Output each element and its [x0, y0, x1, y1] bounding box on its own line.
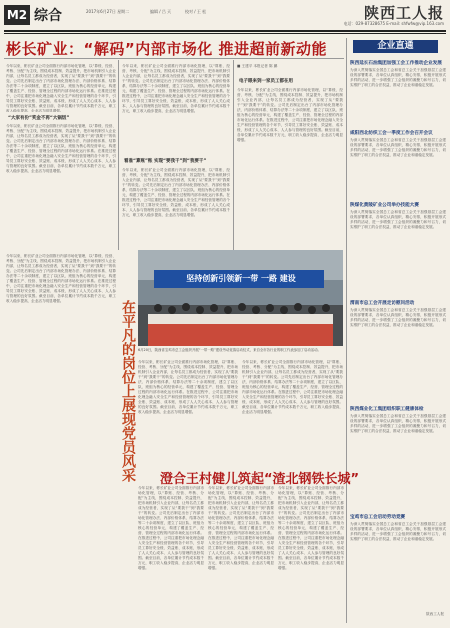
right-headline-1: 陕西延长石油集团加强工会工作推动企业发展 [350, 61, 442, 66]
right-headline-5: 陕西煤业化工集团组织职工健康体检 [350, 407, 424, 412]
right-text-6: 为深入贯彻落实全国总工会和省总工会关于加强基层工会建设的部署要求，各单位认真组织，精心安排，积极开展形式多样的活动，进一步增强了工会组织的凝聚力和号召力，切实维护了职工的合法权益，推动了企业和谐稳定发展。 [350, 522, 446, 541]
lower-col-3: 今年以来，彬长矿业公司全面推行内部市场化管理，以“算账、经营、考核、分配”为主线，围绕成本控制、效益提升，把市场机制引入企业内部，让每名员工都成为经营者，实现了从“要我干”到“我要干”的转变。公司先后制定出台了内部市场化管理办法、内部价格体系、结算办法等二十余项制度，建立了以区队、班组为核心的经营单元，构建了覆盖生产、经营、管理全过程的内部市场化运行体系。在推进过程中，公司注重把市场化理念融入安全生产和经营管理的各个环节，引导员工算好安全账、效益账、成本账，形成了人人关心成本、人人参与管理的良好氛围。截至目前，各单位累计节约成本数千万元，职工收入稳步提高，企业活力明显增强。 [242, 360, 343, 414]
right-headline-3: 陕煤化黄陵矿业公司举办技能大赛 [350, 203, 419, 208]
right-text-4: 为深入贯彻落实全国总工会和省总工会关于加强基层工会建设的部署要求，各单位认真组织，精心安排，积极开展形式多样的活动，进一步增强了工会组织的凝聚力和号召力，切实维护了职工的合法权益，推动了企业和谐稳定发展。 [350, 308, 446, 327]
right-headline-2: 咸阳西北纺织工会一季度工作会召开会议 [350, 131, 433, 136]
bottom-col-1: 今年以来，彬长矿业公司全面推行内部市场化管理，以“算账、经营、考核、分配”为主线，围绕成本控制、效益提升，把市场机制引入企业内部，让每名员工都成为经营者，实现了从“要我干”到“我要干”的转变。公司先后制定出台了内部市场化管理办法、内部价格体系、结算办法等二十余项制度，建立了以区队、班组为核心的经营单元，构建了覆盖生产、经营、管理全过程的内部市场化运行体系。在推进过程中，公司注重把市场化理念融入安全生产和经营管理的各个环节，引导员工算好安全账、效益账、成本账，形成了人人关心成本、人人参与管理的良好氛围。截至目前，各单位累计节约成本数千万元，职工收入稳步提高，企业活力明显增强。 [138, 486, 204, 570]
bottom-col-2: 今年以来，彬长矿业公司全面推行内部市场化管理，以“算账、经营、考核、分配”为主线，围绕成本控制、效益提升，把市场机制引入企业内部，让每名员工都成为经营者，实现了从“要我干”到“我要干”的转变。公司先后制定出台了内部市场化管理办法、内部价格体系、结算办法等二十余项制度，建立了以区队、班组为核心的经营单元，构建了覆盖生产、经营、管理全过程的内部市场化运行体系。在推进过程中，公司注重把市场化理念融入安全生产和经营管理的各个环节，引导员工算好安全账、效益账、成本账，形成了人人关心成本、人人参与管理的良好氛围。截至目前，各单位累计节约成本数千万元，职工收入稳步提高，企业活力明显增强。 [208, 486, 274, 570]
section-code-box: M2 [4, 5, 30, 25]
event-photo-illustration [138, 250, 343, 346]
article-subhead-1: “大家有份”奖金不再“大锅饭” [8, 116, 70, 121]
article-col-2a: 今年以来，彬长矿业公司全面推行内部市场化管理，以“算账、经营、考核、分配”为主线，围绕成本控制、效益提升，把市场机制引入企业内部，让每名员工都成为经营者，实现了从“要我干”到“我要干”的转变。公司先后制定出台了内部市场化管理办法、内部价格体系、结算办法等二十余项制度，建立了以区队、班组为核心的经营单元，构建了覆盖生产、经营、管理全过程的内部市场化运行体系。在推进过程中，公司注重把市场化理念融入安全生产和经营管理的各个环节，引导员工算好安全账、效益账、成本账，形成了人人关心成本、人人参与管理的良好氛围。截至目前，各单位累计节约成本数千万元，职工收入稳步提高，企业活力明显增强。 [122, 64, 230, 113]
right-headline-4: 渭南市总工会开展走访慰问活动 [350, 301, 415, 306]
column-divider [233, 60, 234, 250]
meta-editor: 编辑 / 吕 天 [150, 9, 172, 14]
main-headline: 彬长矿业：“解码”内部市场化 推进超前新动能 [6, 40, 327, 58]
photo-caption: 6月20日，陕西省宝鸡市总工会组织开展“一带一路”建设劳动竞赛启动仪式，来自全市各行业的职工代表参加了启动活动。 [138, 348, 321, 352]
right-headline-6: 宝鸡市总工会启动劳动竞赛 [350, 515, 406, 520]
lower-col-2: 今年以来，彬长矿业公司全面推行内部市场化管理，以“算账、经营、考核、分配”为主线，围绕成本控制、效益提升，把市场机制引入企业内部，让每名员工都成为经营者，实现了从“要我干”到“我要干”的转变。公司先后制定出台了内部市场化管理办法、内部价格体系、结算办法等二十余项制度，建立了以区队、班组为核心的经营单元，构建了覆盖生产、经营、管理全过程的内部市场化运行体系。在推进过程中，公司注重把市场化理念融入安全生产和经营管理的各个环节，引导员工算好安全账、效益账、成本账，形成了人人关心成本、人人参与管理的良好氛围。截至目前，各单位累计节约成本数千万元，职工收入稳步提高，企业活力明显增强。 [138, 360, 238, 414]
bottom-col-3: 今年以来，彬长矿业公司全面推行内部市场化管理，以“算账、经营、考核、分配”为主线，围绕成本控制、效益提升，把市场机制引入企业内部，让每名员工都成为经营者，实现了从“要我干”到“我要干”的转变。公司先后制定出台了内部市场化管理办法、内部价格体系、结算办法等二十余项制度，建立了以区队、班组为核心的经营单元，构建了覆盖生产、经营、管理全过程的内部市场化运行体系。在推进过程中，公司注重把市场化理念融入安全生产和经营管理的各个环节，引导员工算好安全账、效益账、成本账，形成了人人关心成本、人人参与管理的良好氛围。截至目前，各单位累计节约成本数千万元，职工收入稳步提高，企业活力明显增强。 [278, 486, 344, 570]
article-col-3: 今年以来，彬长矿业公司全面推行内部市场化管理，以“算账、经营、考核、分配”为主线，围绕成本控制、效益提升，把市场机制引入企业内部，让每名员工都成为经营者，实现了从“要我干”到“我要干”的转变。公司先后制定出台了内部市场化管理办法、内部价格体系、结算办法等二十余项制度，建立了以区队、班组为核心的经营单元，构建了覆盖生产、经营、管理全过程的内部市场化运行体系。在推进过程中，公司注重把市场化理念融入安全生产和经营管理的各个环节，引导员工算好安全账、效益账、成本账，形成了人人关心成本、人人参与管理的良好氛围。截至目前，各单位累计节约成本数千万元，职工收入稳步提高，企业活力明显增强。 [237, 88, 343, 142]
lower-col-1: 今年以来，彬长矿业公司全面推行内部市场化管理，以“算账、经营、考核、分配”为主线，围绕成本控制、效益提升，把市场机制引入企业内部，让每名员工都成为经营者，实现了从“要我干”到“我要干”的转变。公司先后制定出台了内部市场化管理办法、内部价格体系、结算办法等二十余项制度，建立了以区队、班组为核心的经营单元，构建了覆盖生产、经营、管理全过程的内部市场化运行体系。在推进过程中，公司注重把市场化理念融入安全生产和经营管理的各个环节，引导员工算好安全账、效益账、成本账，形成了人人关心成本、人人参与管理的良好氛围。截至目前，各单位累计节约成本数千万元，职工收入稳步提高，企业活力明显增强。 [6, 254, 116, 303]
right-text-2: 为深入贯彻落实全国总工会和省总工会关于加强基层工会建设的部署要求，各单位认真组织，精心安排，积极开展形式多样的活动，进一步增强了工会组织的凝聚力和号召力，切实维护了职工的合法权益，推动了企业和谐稳定发展。 [350, 138, 446, 157]
paper-contact: 电话：029-87328675 E-mail: shfwfw@vip.163.com [343, 21, 444, 26]
meta-layout: 校对 / 王 松 [185, 9, 207, 14]
column-divider [346, 38, 347, 623]
bottom-headline: 澄合王村健儿筑起“渣北钢铁长城” [160, 472, 360, 487]
vertical-headline: 在平凡的岗位上展现党员风采 [120, 300, 136, 482]
paper-name: 陕西工人报 [363, 4, 444, 22]
masthead-rule [4, 30, 446, 32]
section-badge: 企业直通 [353, 40, 438, 53]
article-col-1b: 今年以来，彬长矿业公司全面推行内部市场化管理，以“算账、经营、考核、分配”为主线，围绕成本控制、效益提升，把市场机制引入企业内部，让每名员工都成为经营者，实现了从“要我干”到“我要干”的转变。公司先后制定出台了内部市场化管理办法、内部价格体系、结算办法等二十余项制度，建立了以区队、班组为核心的经营单元，构建了覆盖生产、经营、管理全过程的内部市场化运行体系。在推进过程中，公司注重把市场化理念融入安全生产和经营管理的各个环节，引导员工算好安全账、效益账、成本账，形成了人人关心成本、人人参与管理的良好氛围。截至目前，各单位累计节约成本数千万元，职工收入稳步提高，企业活力明显增强。 [6, 124, 116, 173]
event-photo [138, 250, 343, 346]
article-col-1a: 今年以来，彬长矿业公司全面推行内部市场化管理，以“算账、经营、考核、分配”为主线，围绕成本控制、效益提升，把市场机制引入企业内部，让每名员工都成为经营者，实现了从“要我干”到“我要干”的转变。公司先后制定出台了内部市场化管理办法、内部价格体系、结算办法等二十余项制度，建立了以区队、班组为核心的经营单元，构建了覆盖生产、经营、管理全过程的内部市场化运行体系。在推进过程中，公司注重把市场化理念融入安全生产和经营管理的各个环节，引导员工算好安全账、效益账、成本账，形成了人人关心成本、人人参与管理的良好氛围。截至目前，各单位累计节约成本数千万元，职工收入稳步提高，企业活力明显增强。 [6, 64, 116, 112]
section-name: 综合 [34, 8, 62, 24]
right-text-3: 为深入贯彻落实全国总工会和省总工会关于加强基层工会建设的部署要求，各单位认真组织，精心安排，积极开展形式多样的活动，进一步增强了工会组织的凝聚力和号召力，切实维护了职工的合法权益，推动了企业和谐稳定发展。 [350, 210, 446, 229]
column-divider [118, 60, 119, 250]
article-subhead-3: 电子眼来到一家员工都在用 [239, 79, 293, 84]
masthead [0, 0, 450, 34]
right-text-1: 为深入贯彻落实全国总工会和省总工会关于加强基层工会建设的部署要求，各单位认真组织，精心安排，积极开展形式多样的活动，进一步增强了工会组织的凝聚力和号召力，切实维护了职工的合法权益，推动了企业和谐稳定发展。 [350, 68, 446, 87]
right-text-5: 为深入贯彻落实全国总工会和省总工会关于加强基层工会建设的部署要求，各单位认真组织，精心安排，积极开展形式多样的活动，进一步增强了工会组织的凝聚力和号召力，切实维护了职工的合法权益，推动了企业和谐稳定发展。 [350, 414, 446, 433]
article-byline: ■ 王建平 本报记者 陈 鹏 [237, 64, 278, 68]
footer-brand: 陕西工人报 [426, 612, 444, 616]
article-subhead-2: 看准“算账”账 实现“要我干”到“我要干” [124, 159, 207, 164]
photo-banner-text: 坚持创新引领新一带 一路 建设 [186, 274, 296, 283]
article-col-2b: 今年以来，彬长矿业公司全面推行内部市场化管理，以“算账、经营、考核、分配”为主线，围绕成本控制、效益提升，把市场机制引入企业内部，让每名员工都成为经营者，实现了从“要我干”到“我要干”的转变。公司先后制定出台了内部市场化管理办法、内部价格体系、结算办法等二十余项制度，建立了以区队、班组为核心的经营单元，构建了覆盖生产、经营、管理全过程的内部市场化运行体系。在推进过程中，公司注重把市场化理念融入安全生产和经营管理的各个环节，引导员工算好安全账、效益账、成本账，形成了人人关心成本、人人参与管理的良好氛围。截至目前，各单位累计节约成本数千万元，职工收入稳步提高，企业活力明显增强。 [122, 168, 230, 217]
meta-date: 2017年6月27日 星期二 [86, 9, 130, 14]
masthead-rule-thin [4, 33, 446, 34]
headline-rule [4, 58, 344, 59]
